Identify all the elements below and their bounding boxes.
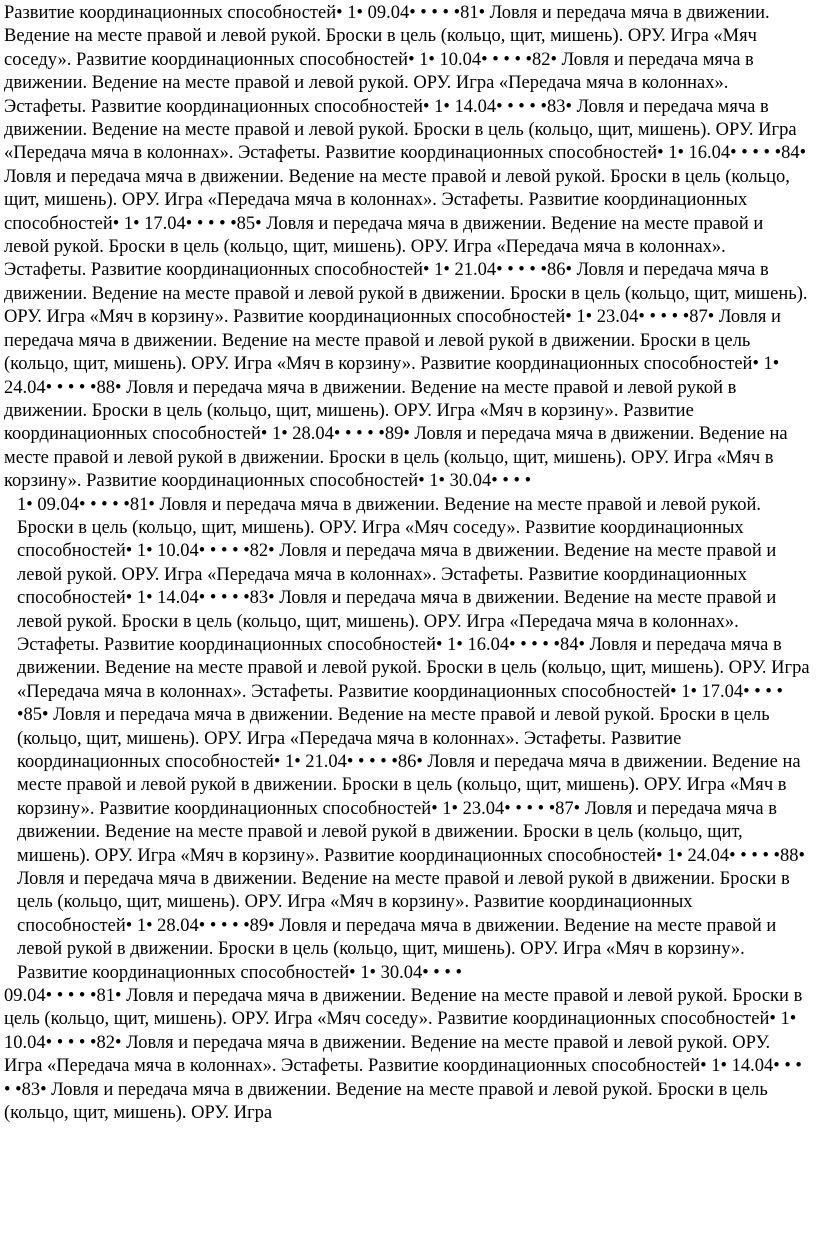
text-block-1: Развитие координационных способностей• 1• 09.04• • • • •81• Ловля и передача мяча в движении. Ведение на месте правой и левой рукой. Броски в цель (кольцо, щит, мишень). ОРУ. Игра «Мяч соседу». Развитие координационных способностей• 1• 10.04• • • • •82• Ловля и передача мяча в движении. Ведение на месте правой и левой рукой. ОРУ. Игра «Передача мяча в колоннах». Эстафеты. Развитие координационных способностей• 1• 14.04• • • • •83• Ловля и передача мяча в движении. Ведение на месте правой и левой рукой. Броски в цель (кольцо, щит, мишень). ОРУ. Игра «Передача мяча в колоннах». Эстафеты. Развитие координационных способностей• 1• 16.04• • • • •84• Ловля и передача мяча в движении. Ведение на месте правой и левой рукой. Броски в цель (кольцо, щит, мишень). ОРУ. Игра «Передача мяча в колоннах». Эстафеты. Развитие координационных способностей• 1• 17.04• • • • •85• Ловля и передача мяча в движении. Ведение на месте правой и левой рукой. Броски в цель (кольцо, щит, мишень). ОРУ. Игра «Передача мяча в колоннах». Эстафеты. Развитие координационных способностей• 1• 21.04• • • • •86• Ловля и передача мяча в движении. Ведение на месте правой и левой рукой в движении. Броски в цель (кольцо, щит, мишень). ОРУ. Игра «Мяч в корзину». Развитие координационных способностей• 1• 23.04• • • • •87• Ловля и передача мяча в движении. Ведение на месте правой и левой рукой в движении. Броски в цель (кольцо, щит, мишень). ОРУ. Игра «Мяч в корзину». Развитие координационных способностей• 1• 24.04• • • • •88• Ловля и передача мяча в движении. Ведение на месте правой и левой рукой в движении. Броски в цель (кольцо, щит, мишень). ОРУ. Игра «Мяч в корзину». Развитие координационных способностей• 1• 28.04• • • • •89• Ловля и передача мяча в движении. Ведение на месте правой и левой рукой в движении. Броски в цель (кольцо, щит, мишень). ОРУ. Игра «Мяч в корзину». Развитие координационных способностей• 1• 30.04• • • •	[4, 3, 813, 492]
text-block-2: 1• 09.04• • • • •81• Ловля и передача мяча в движении. Ведение на месте правой и левой рукой. Броски в цель (кольцо, щит, мишень). ОРУ. Игра «Мяч соседу». Развитие координационных способностей• 1• 10.04• • • • •82• Ловля и передача мяча в движении. Ведение на месте правой и левой рукой. ОРУ. Игра «Передача мяча в колоннах». Эстафеты. Развитие координационных способностей• 1• 14.04• • • • •83• Ловля и передача мяча в движении. Ведение на месте правой и левой рукой. Броски в цель (кольцо, щит, мишень). ОРУ. Игра «Передача мяча в колоннах». Эстафеты. Развитие координационных способностей• 1• 16.04• • • • •84• Ловля и передача мяча в движении. Ведение на месте правой и левой рукой. Броски в цель (кольцо, щит, мишень). ОРУ. Игра «Передача мяча в колоннах». Эстафеты. Развитие координационных способностей• 1• 17.04• • • • •85• Ловля и передача мяча в движении. Ведение на месте правой и левой рукой. Броски в цель (кольцо, щит, мишень). ОРУ. Игра «Передача мяча в колоннах». Эстафеты. Развитие координационных способностей• 1• 21.04• • • • •86• Ловля и передача мяча в движении. Ведение на месте правой и левой рукой в движении. Броски в цель (кольцо, щит, мишень). ОРУ. Игра «Мяч в корзину». Развитие координационных способностей• 1• 23.04• • • • •87• Ловля и передача мяча в движении. Ведение на месте правой и левой рукой в движении. Броски в цель (кольцо, щит, мишень). ОРУ. Игра «Мяч в корзину». Развитие координационных способностей• 1• 24.04• • • • •88• Ловля и передача мяча в движении. Ведение на месте правой и левой рукой в движении. Броски в цель (кольцо, щит, мишень). ОРУ. Игра «Мяч в корзину». Развитие координационных способностей• 1• 28.04• • • • •89• Ловля и передача мяча в движении. Ведение на месте правой и левой рукой в движении. Броски в цель (кольцо, щит, мишень). ОРУ. Игра «Мяч в корзину». Развитие координационных способностей• 1• 30.04• • • •	[17, 494, 815, 983]
text-block-3: 09.04• • • • •81• Ловля и передача мяча в движении. Ведение на месте правой и левой рукой. Броски в цель (кольцо, щит, мишень). ОРУ. Игра «Мяч соседу». Развитие координационных способностей• 1• 10.04• • • • •82• Ловля и передача мяча в движении. Ведение на месте правой и левой рукой. ОРУ. Игра «Передача мяча в колоннах». Эстафеты. Развитие координационных способностей• 1• 14.04• • • • •83• Ловля и передача мяча в движении. Ведение на месте правой и левой рукой. Броски в цель (кольцо, щит, мишень). ОРУ. Игра	[4, 986, 807, 1124]
